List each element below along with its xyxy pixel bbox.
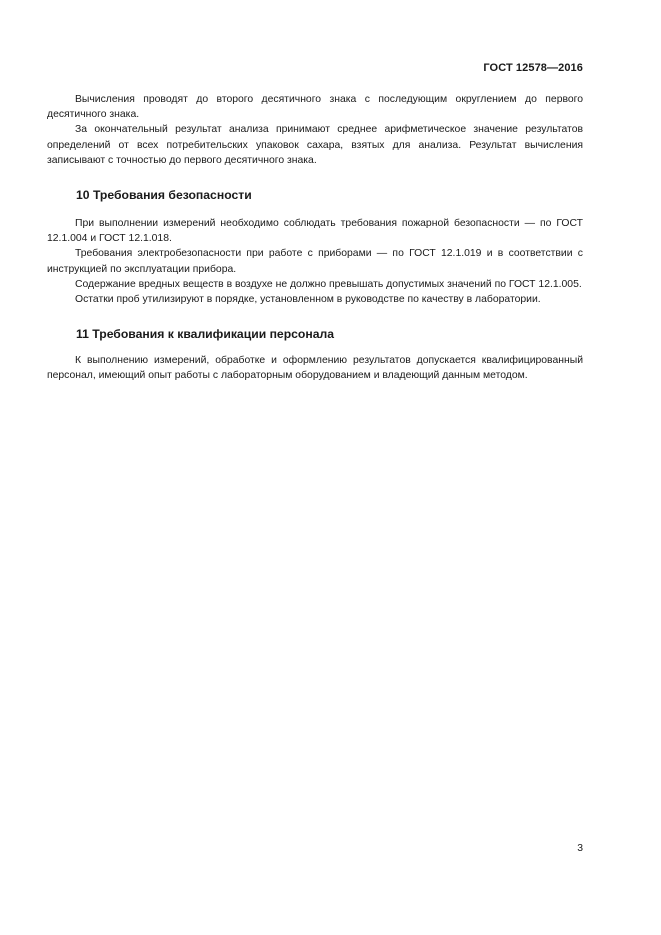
section-10-paragraph-1: При выполнении измерений необходимо соблюдать требования пожарной безопасности — по ГОСТ 12.1.004 и ГОСТ 12.1.018. — [47, 218, 583, 245]
section-10-paragraph-4: Остатки проб утилизируют в порядке, установленном в руководстве по качеству в лаборатории. — [75, 294, 541, 306]
page-content — [47, 92, 583, 384]
page-number: 3 — [577, 843, 583, 854]
section-10-title: 10 Требования безопасности — [76, 188, 252, 203]
intro-paragraph-1: Вычисления проводят до второго десятичного знака с последующим округлением до первого десятичного знака. — [47, 94, 583, 121]
section-10-paragraph-2: Требования электробезопасности при работе с приборами — по ГОСТ 12.1.019 и в соответствии с инструкцией по эксплуатации прибора. — [47, 248, 583, 275]
section-11-title: 11 Требования к квалификации персонала — [76, 327, 335, 342]
section-10-paragraph-3: Содержание вредных веществ в воздухе не должно превышать допустимых значений по ГОСТ 12.1.005. — [75, 278, 582, 290]
section-11-paragraph-1: К выполнению измерений, обработке и оформлению результатов допускается квалифицированный персонал, имеющий опыт работы с лабораторным оборудованием и владеющий данным методом. — [47, 355, 583, 382]
document-code: ГОСТ 12578—2016 — [483, 62, 583, 74]
intro-paragraph-2: За окончательный результат анализа принимают среднее арифметическое значение результатов определений от всех потребительских упаковок сахара, взятых для анализа. Результат вычисления записывают с точностью до первого десятичного знака. — [47, 124, 583, 166]
